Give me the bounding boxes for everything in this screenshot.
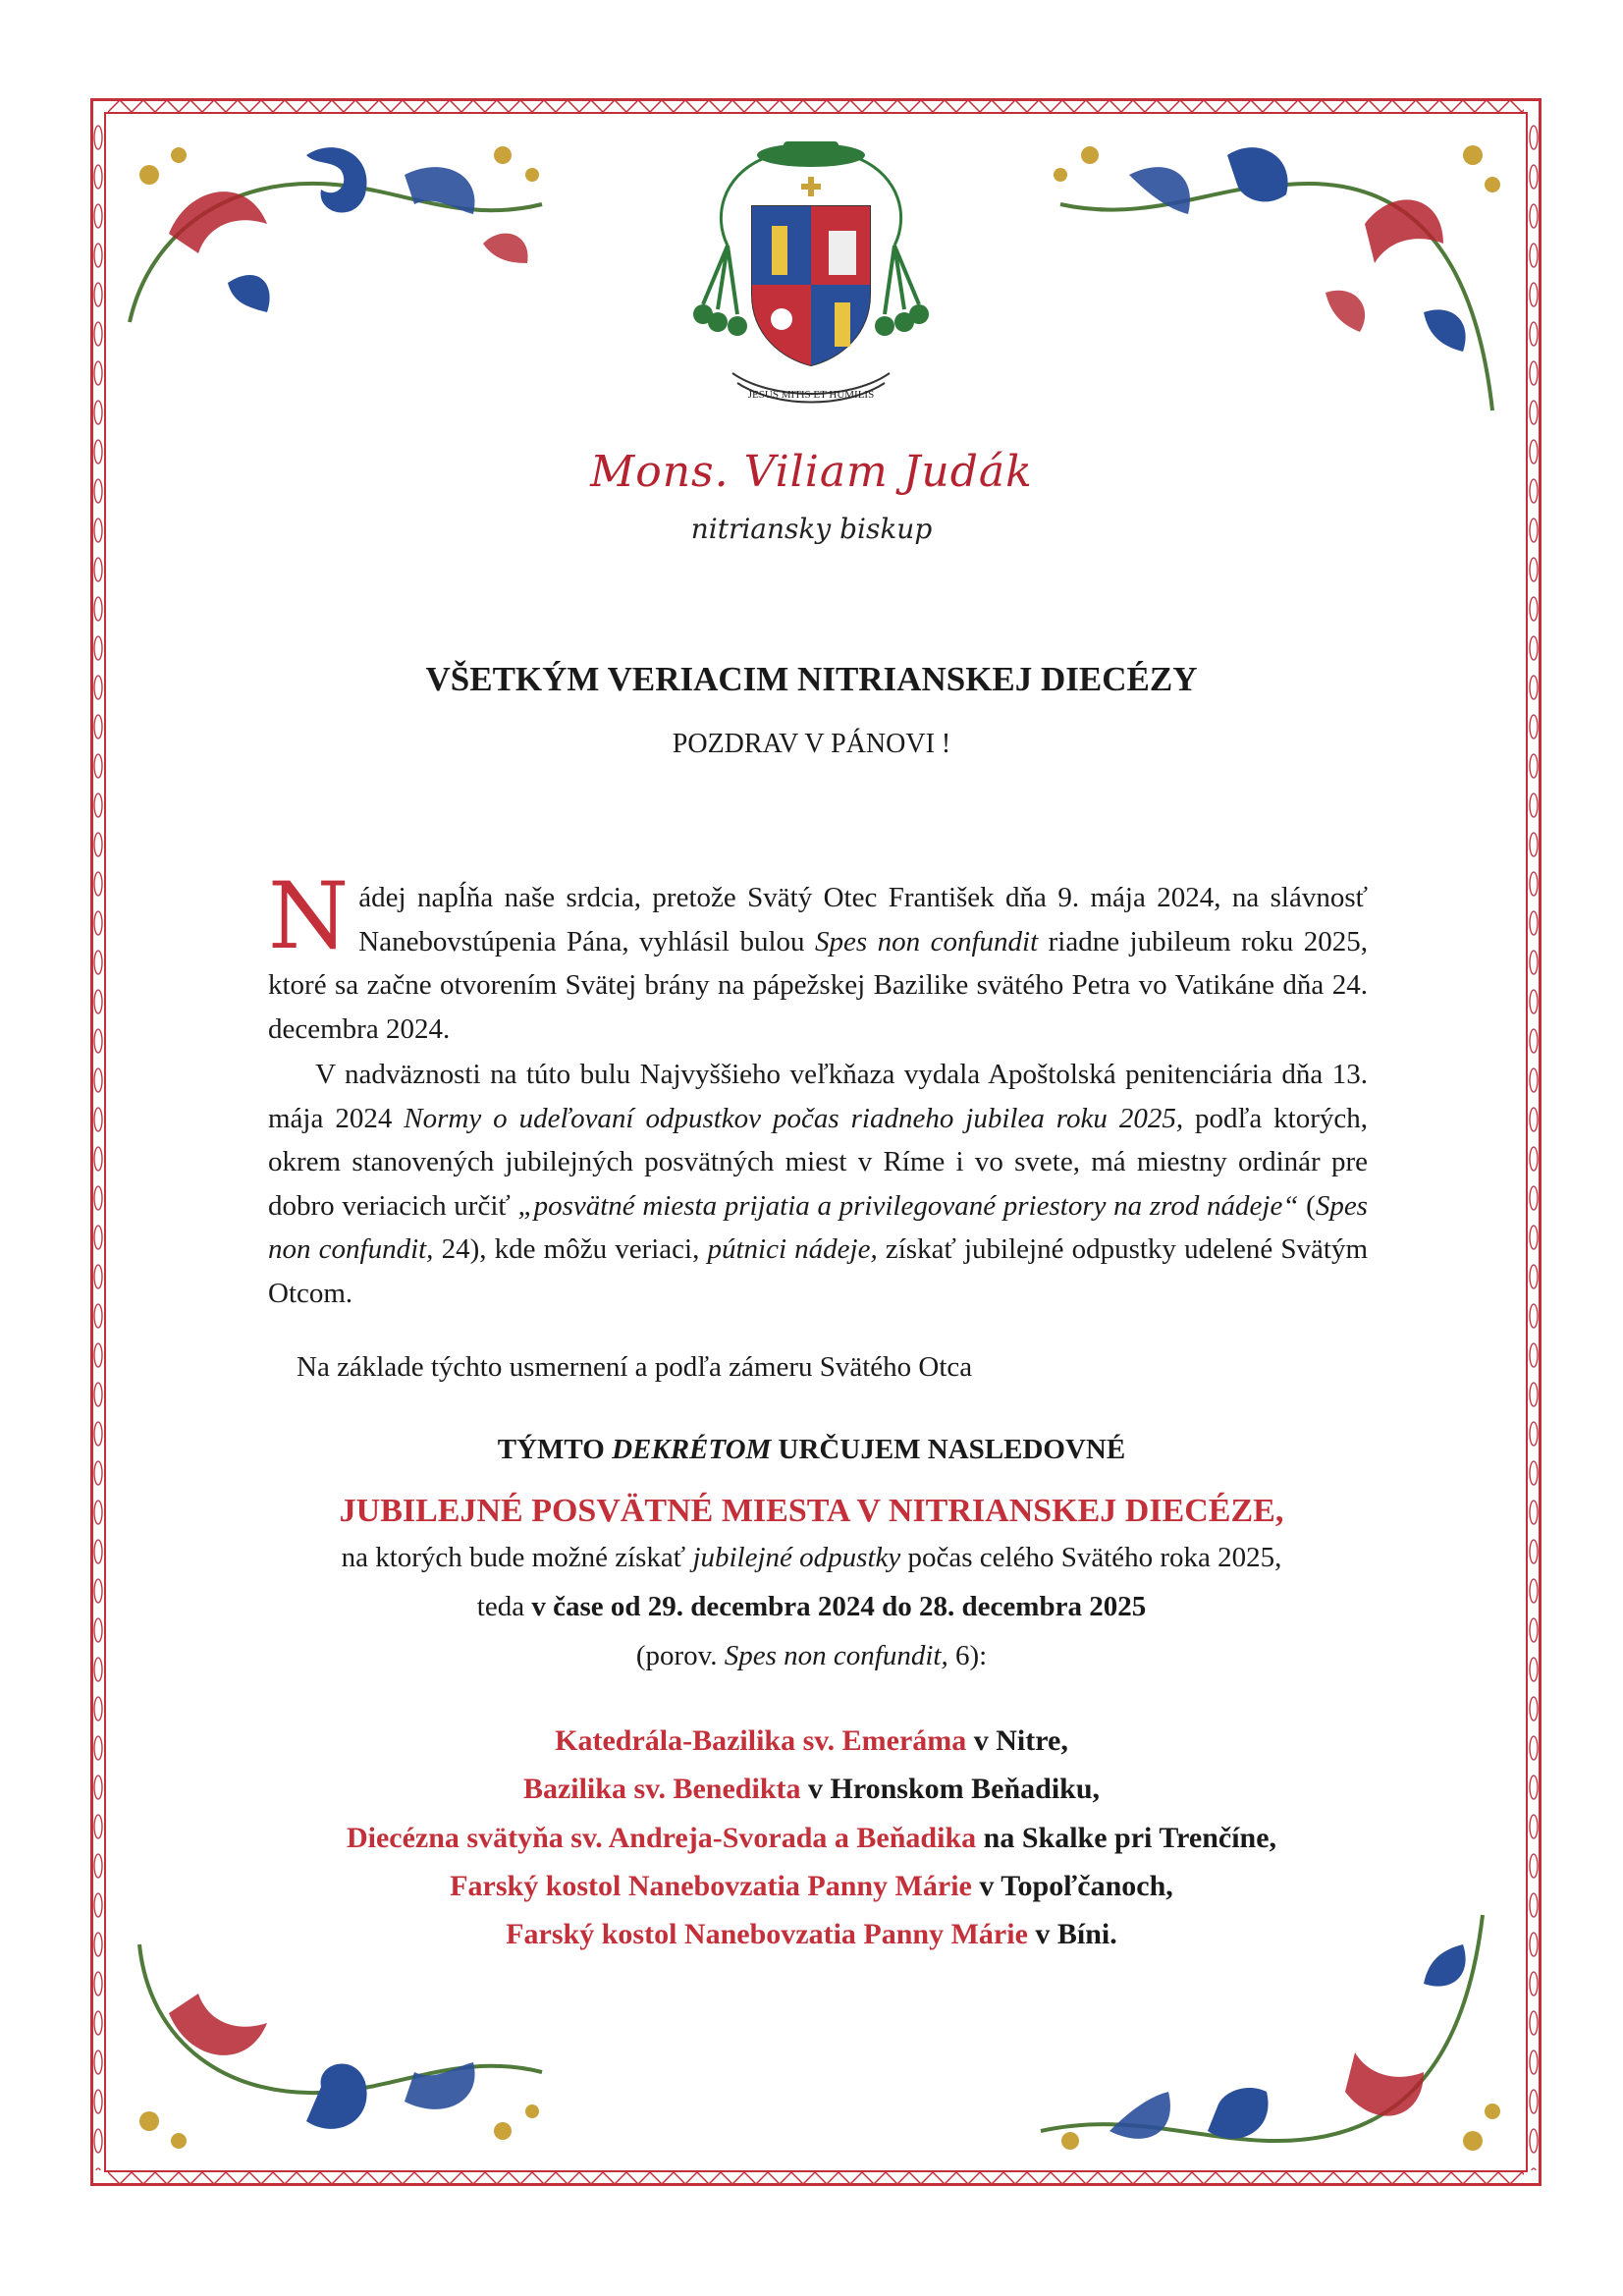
place-church: Farský kostol Nanebovzatia Panny Márie [450, 1870, 972, 1902]
paragraph-text: Na základe týchto usmernení a podľa zámeru Svätého Otca [297, 1351, 973, 1383]
border-pattern-bottom [108, 2172, 1524, 2184]
decree-text: TÝMTO [497, 1434, 613, 1465]
decree-text: teda [476, 1591, 532, 1622]
decree-text: 6): [947, 1640, 988, 1671]
citation: Spes non confundit, [268, 1189, 1368, 1265]
bishop-name: Mons. Viliam Judák [590, 447, 1033, 497]
citation: Spes non confundit, [724, 1640, 948, 1671]
decree-period [0, 1591, 1623, 1623]
place-item [0, 1870, 1623, 1903]
decree-emphasis: jubilejné odpustky [692, 1542, 901, 1573]
floral-ornament-top-left [110, 116, 571, 342]
episcopal-coat-of-arms [674, 137, 948, 422]
place-church: Katedrála-Bazilika sv. Emeráma [555, 1724, 967, 1757]
place-location: na Skalke pri Trenčíne, [976, 1822, 1277, 1854]
paragraph-text: ( [1298, 1189, 1316, 1222]
place-item [0, 1822, 1623, 1855]
decree-text: (porov. [635, 1640, 725, 1671]
place-location: v Bíni. [1027, 1918, 1117, 1950]
decree-text: počas celého Svätého roka 2025, [900, 1542, 1282, 1573]
paragraph-basis [268, 1345, 1368, 1390]
document-title: Normy o udeľovaní odpustkov počas riadneho jubilea roku 2025, [404, 1102, 1184, 1134]
decree-emphasis: DEKRÉTOM [612, 1434, 772, 1465]
paragraph-intro [268, 863, 1368, 1051]
paragraph-text: získať jubilejné odpustky udelené Svätým Otcom. [268, 1233, 1368, 1309]
border-pattern-top [108, 100, 1524, 112]
paragraph-text: riadne jubileum roku 2025, ktoré sa začne otvorením Svätej brány na pápežskej Bazilike svätého Petra vo Vatikáne dňa 24. decembra 2024. [268, 925, 1368, 1045]
paragraph-text: podľa ktorých, okrem stanovených jubilejných posvätných miest v Ríme i vo svete, má miestny ordinár pre dobro veriacich určiť [268, 1102, 1369, 1222]
place-item [0, 1773, 1623, 1806]
place-location: v Topoľčanoch, [971, 1870, 1173, 1902]
letter-title: VŠETKÝM VERIACIM NITRIANSKEJ DIECÉZY [425, 660, 1198, 698]
place-location: v Hronskom Beňadiku, [800, 1773, 1101, 1805]
letter-greeting: POZDRAV V PÁNOVI ! [672, 729, 951, 759]
decree-title: JUBILEJNÉ POSVÄTNÉ MIESTA V NITRIANSKEJ DIECÉZE, [339, 1493, 1284, 1529]
bishop-title: nitriansky biskup [690, 513, 933, 545]
place-location: v Nitre, [966, 1724, 1068, 1757]
decree-dates: v čase od 29. decembra 2024 do 28. decembra 2025 [531, 1591, 1147, 1622]
paragraph-text: ádej napĺňa naše srdcia, pretože Svätý Otec František dňa 9. mája 2024, na slávnosť Nanebovstúpenia Pána, vyhlásil bulou [358, 882, 1368, 957]
decree-line [0, 1434, 1623, 1466]
place-church: Farský kostol Nanebovzatia Panny Márie [506, 1918, 1028, 1950]
decree-reference [0, 1640, 1623, 1672]
paragraph-norms [268, 1053, 1368, 1315]
bull-title: Spes non confundit [814, 925, 1039, 957]
coat-of-arms-motto: JESUS MITIS ET HUMILIS [747, 389, 875, 401]
decree-text: na ktorých bude možné získať [341, 1542, 693, 1573]
place-item [0, 1724, 1623, 1758]
paragraph-text: 24), kde môžu veriaci, [433, 1233, 708, 1265]
floral-ornament-bottom-left [110, 1925, 571, 2170]
decree-text: URČUJEM NASLEDOVNÉ [771, 1434, 1126, 1465]
border-pattern-right [1528, 118, 1540, 2170]
border-pattern-left [92, 118, 104, 2170]
drop-cap: N [268, 863, 350, 970]
decree-subline [0, 1542, 1623, 1574]
quotation: „posvätné miesta prijatia a privilegované priestory na zrod nádeje“ [517, 1189, 1299, 1222]
place-church: Diecézna svätyňa sv. Andreja-Svorada a Beňadika [346, 1822, 977, 1854]
place-item [0, 1918, 1623, 1951]
place-church: Bazilika sv. Benedikta [522, 1773, 801, 1805]
floral-ornament-top-right [1031, 116, 1522, 440]
paragraph-text: V nadväznosti na túto bulu Najvyššieho veľkňaza vydala Apoštolská penitenciária dňa 13. mája 2024 [268, 1059, 1369, 1134]
emphasis: pútnici nádeje, [707, 1233, 878, 1265]
